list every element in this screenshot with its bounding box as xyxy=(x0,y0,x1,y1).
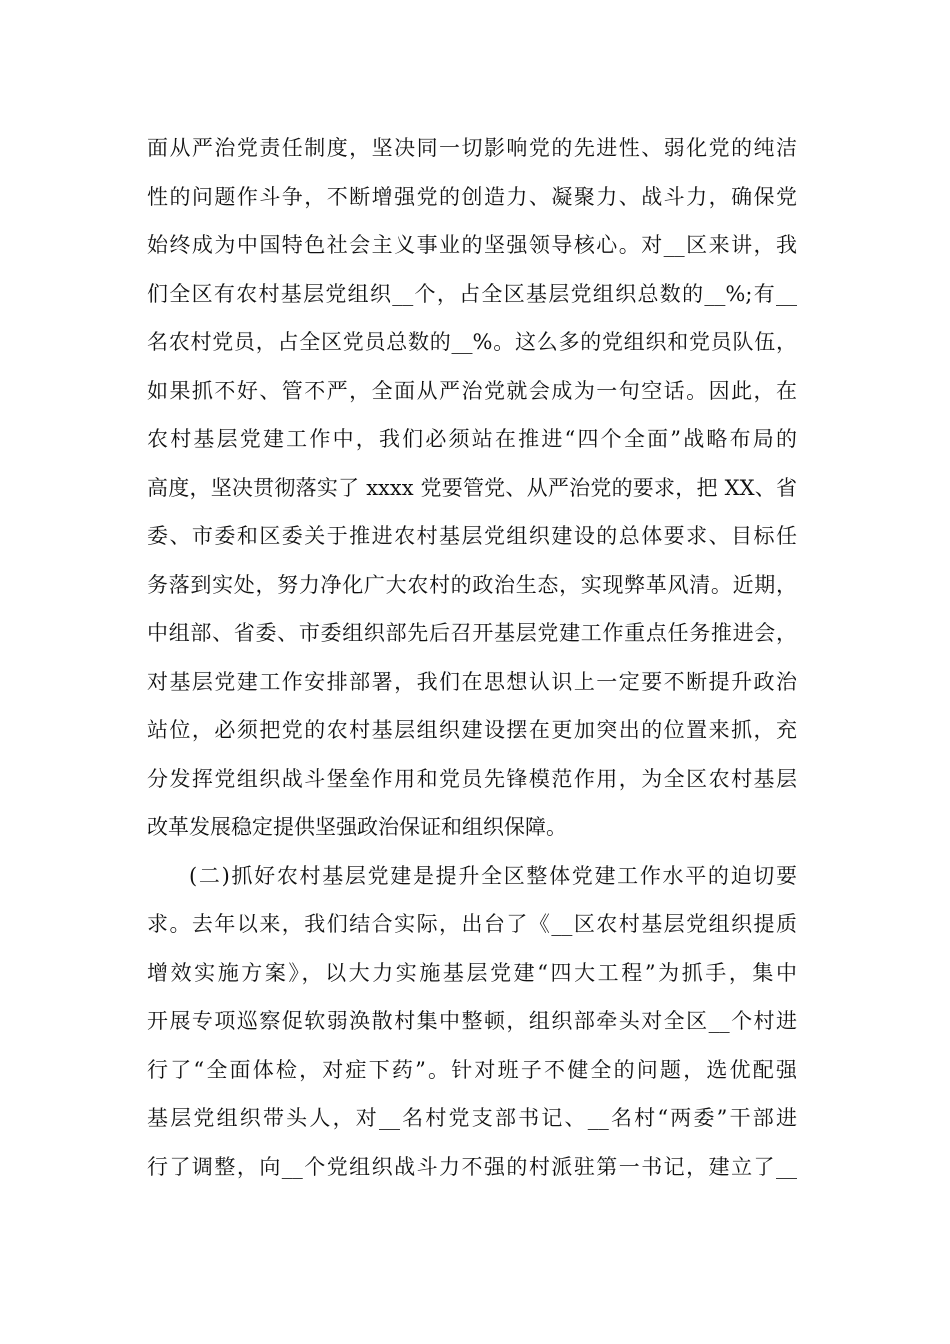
text-line: 务落到实处，努力净化广大农村的政治生态，实现弊革风清。近期， xyxy=(147,572,797,597)
text-line: 农村基层党建工作中，我们必须站在推进“四个全面”战略布局的 xyxy=(147,427,797,451)
text-line: 们全区有农村基层党组织__个，占全区基层党组织总数的__%;有__ xyxy=(147,281,797,306)
text-line: 名农村党员，占全区党员总数的__%。这么多的党组织和党员队伍， xyxy=(147,330,797,354)
text-line: 面从严治党责任制度，坚决同一切影响党的先进性、弱化党的纯洁 xyxy=(147,136,797,160)
text-line: 对基层党建工作安排部署，我们在思想认识上一定要不断提升政治 xyxy=(147,669,797,694)
body-text xyxy=(147,124,797,1191)
text-line: 增效实施方案》，以大力实施基层党建“四大工程”为抓手，集中 xyxy=(147,960,797,985)
text-line: 开展专项巡察促软弱涣散村集中整顿，组织部牵头对全区__个村进 xyxy=(147,1009,797,1033)
text-line: 基层党组织带头人，对__名村党支部书记、__名村“两委”干部进 xyxy=(147,1106,797,1130)
paragraph-end-line: 改革发展稳定提供坚强政治保证和组织保障。 xyxy=(147,815,567,839)
text-line: 求。去年以来，我们结合实际，出台了《__区农村基层党组织提质 xyxy=(147,912,797,936)
text-line: 行了“全面体检，对症下药”。针对班子不健全的问题，选优配强 xyxy=(147,1057,797,1082)
text-line: 站位，必须把党的农村基层组织建设摆在更加突出的位置来抓，充 xyxy=(147,718,797,742)
text-line: 分发挥党组织战斗堡垒作用和党员先锋模范作用，为全区农村基层 xyxy=(147,766,797,791)
text-line: 始终成为中国特色社会主义事业的坚强领导核心。对__区来讲，我 xyxy=(147,233,797,257)
section-heading-line: (二)抓好农村基层党建是提升全区整体党建工作水平的迫切要 xyxy=(189,863,797,888)
text-line: 中组部、省委、市委组织部先后召开基层党建工作重点任务推进会， xyxy=(147,621,797,645)
text-line: 行了调整，向__个党组织战斗力不强的村派驻第一书记，建立了__ xyxy=(147,1154,797,1179)
text-line: 如果抓不好、管不严，全面从严治党就会成为一句空话。因此，在 xyxy=(147,378,797,403)
text-line: 委、市委和区委关于推进农村基层党组织建设的总体要求、目标任 xyxy=(147,524,797,548)
text-line: 性的问题作斗争，不断增强党的创造力、凝聚力、战斗力，确保党 xyxy=(147,184,797,209)
text-line: 高度，坚决贯彻落实了 xxxx 党要管党、从严治党的要求，把 XX、省 xyxy=(147,475,797,500)
